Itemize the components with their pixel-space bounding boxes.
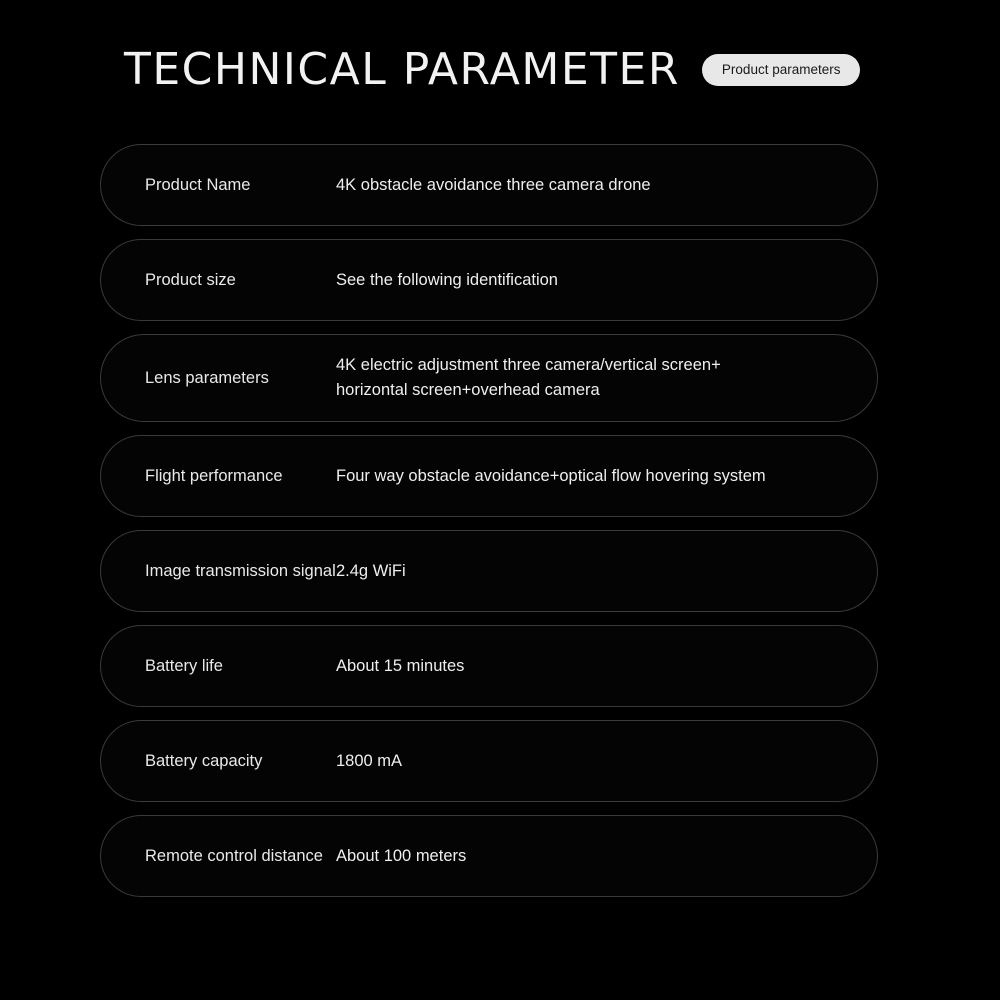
parameter-value [336, 268, 877, 293]
parameter-value-line1: 4K obstacle avoidance three camera drone [336, 175, 651, 194]
parameter-value-line1: About 100 meters [336, 846, 467, 865]
parameter-value [336, 173, 877, 198]
parameter-label: Remote control distance [145, 846, 323, 865]
parameter-value-line1: About 15 minutes [336, 656, 465, 675]
table-row [100, 720, 878, 802]
parameters-table [100, 144, 878, 910]
parameter-label: Flight performance [145, 466, 283, 485]
parameter-label: Product size [145, 270, 236, 289]
parameter-value [336, 844, 877, 869]
parameter-label: Battery life [145, 656, 223, 675]
parameter-value [336, 749, 877, 774]
parameter-value-line1: 2.4g WiFi [336, 561, 406, 580]
parameter-value-line1: See the following identification [336, 270, 558, 289]
table-row [100, 625, 878, 707]
table-row [100, 239, 878, 321]
parameter-value [336, 559, 877, 584]
table-row [100, 530, 878, 612]
parameter-value-line2: horizontal screen+overhead camera [336, 381, 600, 399]
parameter-label: Product Name [145, 175, 251, 194]
parameter-value-line1: Four way obstacle avoidance+optical flow hovering system [336, 466, 766, 485]
parameter-value [336, 464, 877, 489]
page-header [124, 44, 860, 95]
parameter-value [336, 353, 877, 403]
table-row [100, 815, 878, 897]
parameter-label: Image transmission signal [145, 561, 336, 580]
table-row [100, 334, 878, 422]
parameter-label: Lens parameters [145, 368, 269, 387]
parameter-label: Battery capacity [145, 751, 263, 770]
parameter-value-line1: 4K electric adjustment three camera/vertical screen+ [336, 356, 721, 375]
parameter-value-line1: 1800 mA [336, 751, 403, 770]
table-row [100, 435, 878, 517]
page-title: TECHNICAL PARAMETER [124, 44, 680, 95]
status-badge: Product parameters [702, 54, 861, 87]
table-row [100, 144, 878, 226]
parameter-value [336, 654, 877, 679]
